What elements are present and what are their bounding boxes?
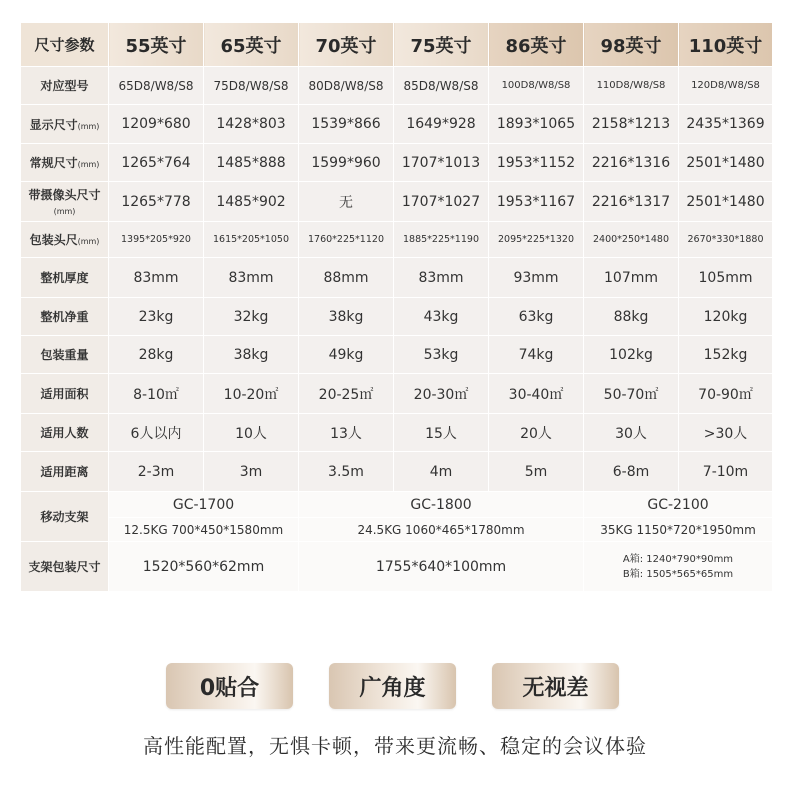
table-cell: 1265*778 (109, 182, 204, 222)
row-label-stand-package: 支架包装尺寸 (21, 542, 109, 592)
box-b-size: B箱: 1505*565*65mm (622, 568, 734, 580)
table-cell: 1893*1065 (489, 105, 584, 144)
table-cell: 1599*960 (299, 144, 394, 182)
table-cell: 49kg (299, 336, 394, 374)
feature-badge-zero-fit: 0贴合 (166, 663, 293, 709)
header-cell-70: 70英寸 (299, 23, 394, 67)
table-cell: 1885*225*1190 (394, 222, 489, 258)
table-row-gross-weight (21, 336, 773, 374)
table-cell: 2400*250*1480 (584, 222, 679, 258)
table-cell: GC-1800 (299, 492, 584, 518)
header-cell-86: 86英寸 (489, 23, 584, 67)
table-cell: 100D8/W8/S8 (489, 67, 584, 105)
table-cell: 1520*560*62mm (109, 542, 299, 592)
table-cell: 2435*1369 (679, 105, 773, 144)
table-cell: 10-20㎡ (204, 374, 299, 414)
table-cell: 1395*205*920 (109, 222, 204, 258)
table-row-thickness (21, 258, 773, 298)
table-cell: 152kg (679, 336, 773, 374)
table-cell: 102kg (584, 336, 679, 374)
table-cell: 1707*1013 (394, 144, 489, 182)
table-cell: 120D8/W8/S8 (679, 67, 773, 105)
table-cell: 1615*205*1050 (204, 222, 299, 258)
table-cell: 50-70㎡ (584, 374, 679, 414)
row-label-area: 适用面积 (21, 374, 109, 414)
table-cell: 80D8/W8/S8 (299, 67, 394, 105)
box-a-size: A箱: 1240*790*90mm (622, 553, 734, 565)
table-cell: 5m (489, 452, 584, 492)
table-cell: 2670*330*1880 (679, 222, 773, 258)
feature-badge-no-parallax: 无视差 (492, 663, 619, 709)
table-cell: 65D8/W8/S8 (109, 67, 204, 105)
table-row-camera (21, 182, 773, 222)
table-row-model (21, 67, 773, 105)
header-cell-65: 65英寸 (204, 23, 299, 67)
table-cell: 88mm (299, 258, 394, 298)
row-label-package: 包装头尺(mm) (21, 222, 109, 258)
feature-badge-wide-angle: 广角度 (329, 663, 456, 709)
header-cell-98: 98英寸 (584, 23, 679, 67)
table-header-row (21, 23, 773, 67)
table-cell: 1485*902 (204, 182, 299, 222)
row-label-display: 显示尺寸(mm) (21, 105, 109, 144)
table-cell: 6人以内 (109, 414, 204, 452)
table-cell: 2158*1213 (584, 105, 679, 144)
table-cell: 1209*680 (109, 105, 204, 144)
table-row-package (21, 222, 773, 258)
table-cell: 30人 (584, 414, 679, 452)
table-row-area (21, 374, 773, 414)
table-cell: 13人 (299, 414, 394, 452)
table-cell: 7-10m (679, 452, 773, 492)
table-cell: 无 (299, 182, 394, 222)
table-row-stand-spec (21, 518, 773, 542)
table-cell: 35KG 1150*720*1950mm (584, 518, 773, 542)
row-label-people: 适用人数 (21, 414, 109, 452)
row-label-thickness: 整机厚度 (21, 258, 109, 298)
table-cell: 23kg (109, 298, 204, 336)
table-cell: 38kg (299, 298, 394, 336)
table-cell: 83mm (204, 258, 299, 298)
table-cell: 4m (394, 452, 489, 492)
table-cell: 1265*764 (109, 144, 204, 182)
table-row-stand-model (21, 492, 773, 518)
table-cell: 30-40㎡ (489, 374, 584, 414)
table-row-display (21, 105, 773, 144)
table-cell: 1707*1027 (394, 182, 489, 222)
row-label-model: 对应型号 (21, 67, 109, 105)
table-cell: 93mm (489, 258, 584, 298)
table-cell: GC-2100 (584, 492, 773, 518)
table-cell: 6-8m (584, 452, 679, 492)
table-cell: 1755*640*100mm (299, 542, 584, 592)
table-cell: 1953*1167 (489, 182, 584, 222)
table-cell: 1760*225*1120 (299, 222, 394, 258)
table-cell: 2501*1480 (679, 182, 773, 222)
header-cell-110: 110英寸 (679, 23, 773, 67)
table-cell: 83mm (394, 258, 489, 298)
table-cell: 1649*928 (394, 105, 489, 144)
row-label-gross-weight: 包装重量 (21, 336, 109, 374)
table-cell: 3m (204, 452, 299, 492)
table-cell: 110D8/W8/S8 (584, 67, 679, 105)
table-cell: >30人 (679, 414, 773, 452)
table-cell: 1539*866 (299, 105, 394, 144)
table-cell: 63kg (489, 298, 584, 336)
row-label-distance: 适用距离 (21, 452, 109, 492)
table-cell: 15人 (394, 414, 489, 452)
table-cell: 2501*1480 (679, 144, 773, 182)
table-cell: 2095*225*1320 (489, 222, 584, 258)
table-row-people (21, 414, 773, 452)
table-cell: 20-25㎡ (299, 374, 394, 414)
table-cell: 83mm (109, 258, 204, 298)
header-cell-param: 尺寸参数 (21, 23, 109, 67)
table-cell: 8-10㎡ (109, 374, 204, 414)
table-cell: 28kg (109, 336, 204, 374)
table-cell: 105mm (679, 258, 773, 298)
table-cell: 20-30㎡ (394, 374, 489, 414)
table-cell: 53kg (394, 336, 489, 374)
spec-table (20, 22, 773, 592)
table-cell: 43kg (394, 298, 489, 336)
header-cell-55: 55英寸 (109, 23, 204, 67)
feature-badges (0, 663, 790, 711)
table-cell: 120kg (679, 298, 773, 336)
table-cell: 85D8/W8/S8 (394, 67, 489, 105)
table-cell: 107mm (584, 258, 679, 298)
table-cell: GC-1700 (109, 492, 299, 518)
table-cell: 74kg (489, 336, 584, 374)
table-cell: 2216*1317 (584, 182, 679, 222)
table-cell: 1485*888 (204, 144, 299, 182)
table-row-stand-package (21, 542, 773, 592)
table-cell (584, 542, 773, 592)
table-cell: 32kg (204, 298, 299, 336)
table-row-standard (21, 144, 773, 182)
table-cell: 24.5KG 1060*465*1780mm (299, 518, 584, 542)
row-label-net-weight: 整机净重 (21, 298, 109, 336)
tagline: 高性能配置，无惧卡顿，带来更流畅、稳定的会议体验 (143, 734, 647, 758)
table-cell: 3.5m (299, 452, 394, 492)
table-cell: 75D8/W8/S8 (204, 67, 299, 105)
table-cell: 70-90㎡ (679, 374, 773, 414)
table-cell: 88kg (584, 298, 679, 336)
table-cell: 2216*1316 (584, 144, 679, 182)
table-row-distance (21, 452, 773, 492)
table-cell: 1953*1152 (489, 144, 584, 182)
row-label-camera: 带摄像头尺寸 (mm) (21, 182, 109, 222)
header-cell-75: 75英寸 (394, 23, 489, 67)
row-label-standard: 常规尺寸(mm) (21, 144, 109, 182)
table-cell: 1428*803 (204, 105, 299, 144)
table-cell: 38kg (204, 336, 299, 374)
table-cell: 2-3m (109, 452, 204, 492)
row-label-stand: 移动支架 (21, 492, 109, 542)
stand-package-boxes (623, 552, 733, 582)
table-row-net-weight (21, 298, 773, 336)
table-cell: 12.5KG 700*450*1580mm (109, 518, 299, 542)
table-cell: 10人 (204, 414, 299, 452)
table-cell: 20人 (489, 414, 584, 452)
